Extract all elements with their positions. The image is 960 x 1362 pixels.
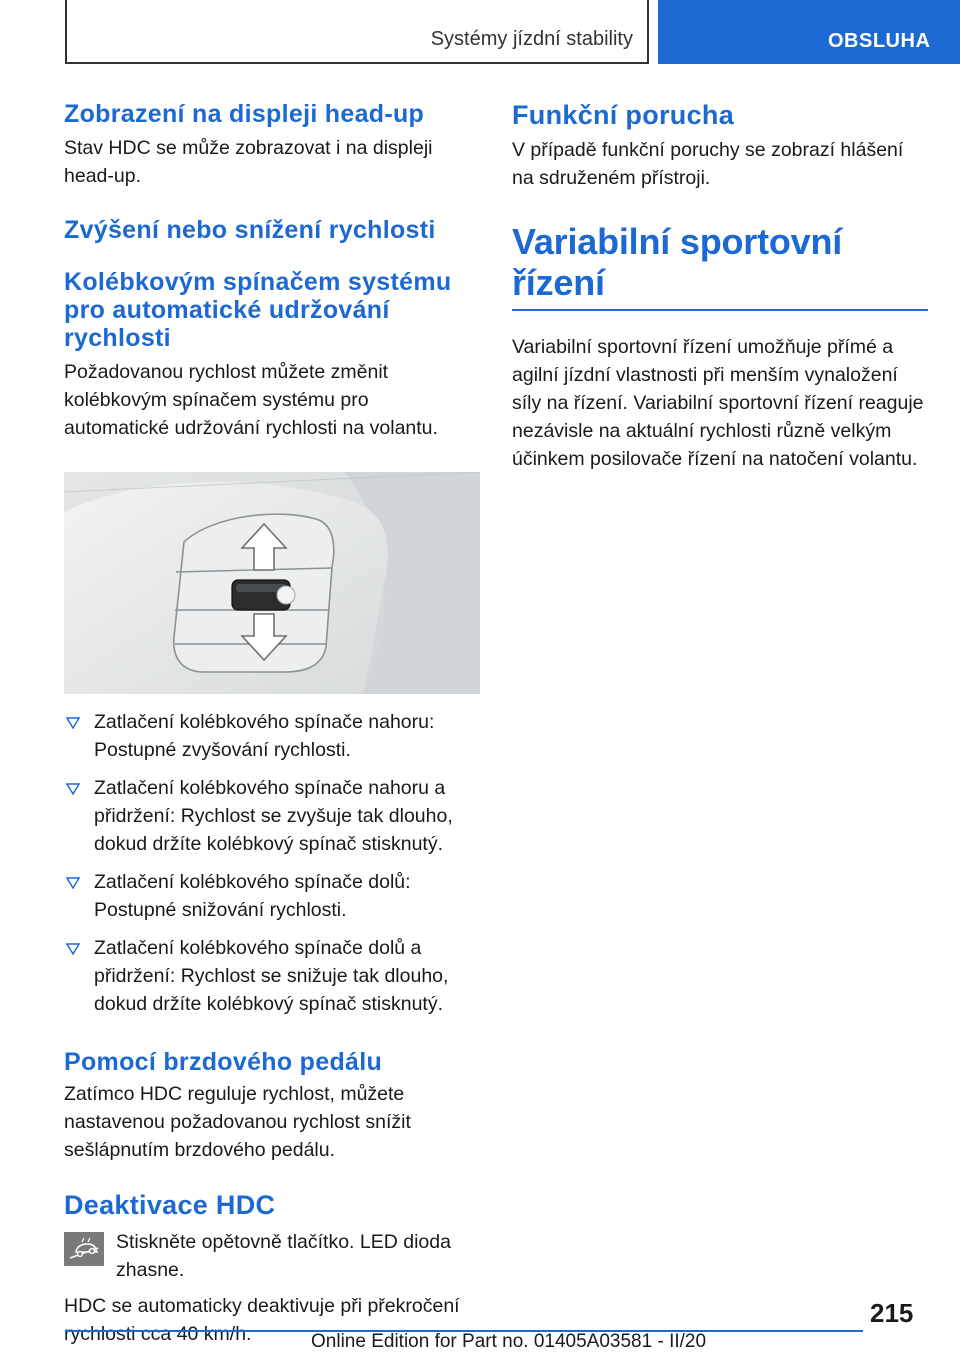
- bullet-triangle-icon: [66, 877, 80, 889]
- heading-rocker-switch: Kolébkovým spínačem systému pro automatické udržování rychlosti: [64, 268, 452, 352]
- list-item: Zatlačení kolébkového spínače dolů a přidržení: Rychlost se snižuje tak dlouho, dokud držíte kolébkový spínač stisknutý.: [64, 934, 478, 1018]
- heading-brake-pedal: Pomocí brzdového pedálu: [64, 1048, 383, 1076]
- text-variable-sport-steering: Variabilní sportovní řízení umožňuje přímé a agilní jízdní vlastnosti při menším vynaložení síly na řízení. Variabilní sportovní řízení reaguje nezávisle na aktuální rychlosti různě velkým účinkem posilovače řízení na natočení volantu.: [512, 335, 924, 470]
- list-item: Zatlačení kolébkového spínače dolů: Postupné snižování rychlosti.: [64, 868, 478, 924]
- bullet-triangle-icon: [66, 783, 80, 795]
- page-number: 215: [870, 1298, 914, 1328]
- list-item: Zatlačení kolébkového spínače nahoru a přidržení: Rychlost se zvyšuje tak dlouho, dokud držíte kolébkový spínač stisknutý.: [64, 774, 478, 858]
- heading-fault: Funkční porucha: [512, 100, 735, 130]
- heading-headup: Zobrazení na displeji head-up: [64, 100, 425, 128]
- text-headup: Stav HDC se může zobrazovat i na displeji head-up.: [64, 137, 433, 187]
- list-item: Zatlačení kolébkového spínače nahoru: Postupné zvyšování rychlosti.: [64, 708, 478, 764]
- chapter-tab-label: OBSLUHA: [828, 30, 931, 52]
- text-brake-pedal: Zatímco HDC reguluje rychlost, můžete nastavenou požadovanou rychlost snížit sešlápnutím brzdového pedálu.: [64, 1083, 411, 1161]
- heading-deactivate-hdc: Deaktivace HDC: [64, 1190, 276, 1220]
- left-column: [64, 100, 478, 1348]
- rocker-switch-list: [64, 708, 478, 1018]
- bullet-triangle-icon: [66, 943, 80, 955]
- hdc-button-icon: [64, 1232, 104, 1266]
- deactivate-hdc-step: [64, 1228, 478, 1284]
- heading-variable-sport-steering: Variabilní sportovní řízení: [512, 221, 843, 303]
- heading-rule: [512, 309, 928, 311]
- bullet-triangle-icon: [66, 717, 80, 729]
- header-section-box: [65, 0, 649, 64]
- text-fault: V případě funkční poruchy se zobrazí hlášení na sdruženém přístroji.: [512, 139, 904, 190]
- section-title: Systémy jízdní stability: [430, 28, 633, 50]
- text-rocker-switch: Požadovanou rychlost můžete změnit kolébkovým spínačem systému pro automatické udržování rychlosti na volantu.: [64, 361, 438, 439]
- right-column: [512, 100, 928, 473]
- chapter-tab: [658, 0, 960, 64]
- text-deactivate-step: Stiskněte opětovně tlačítko. LED dioda zhasne.: [116, 1231, 451, 1282]
- heading-speed-change: Zvýšení nebo snížení rychlosti: [64, 216, 436, 244]
- steering-wheel-rocker-switch-photo: [64, 472, 480, 694]
- footer-edition: Online Edition for Part no. 01405A03581 - II/20: [311, 1331, 707, 1352]
- text-auto-deactivate: HDC se automaticky deaktivuje při překročení rychlosti cca 40 km/h.: [64, 1295, 460, 1346]
